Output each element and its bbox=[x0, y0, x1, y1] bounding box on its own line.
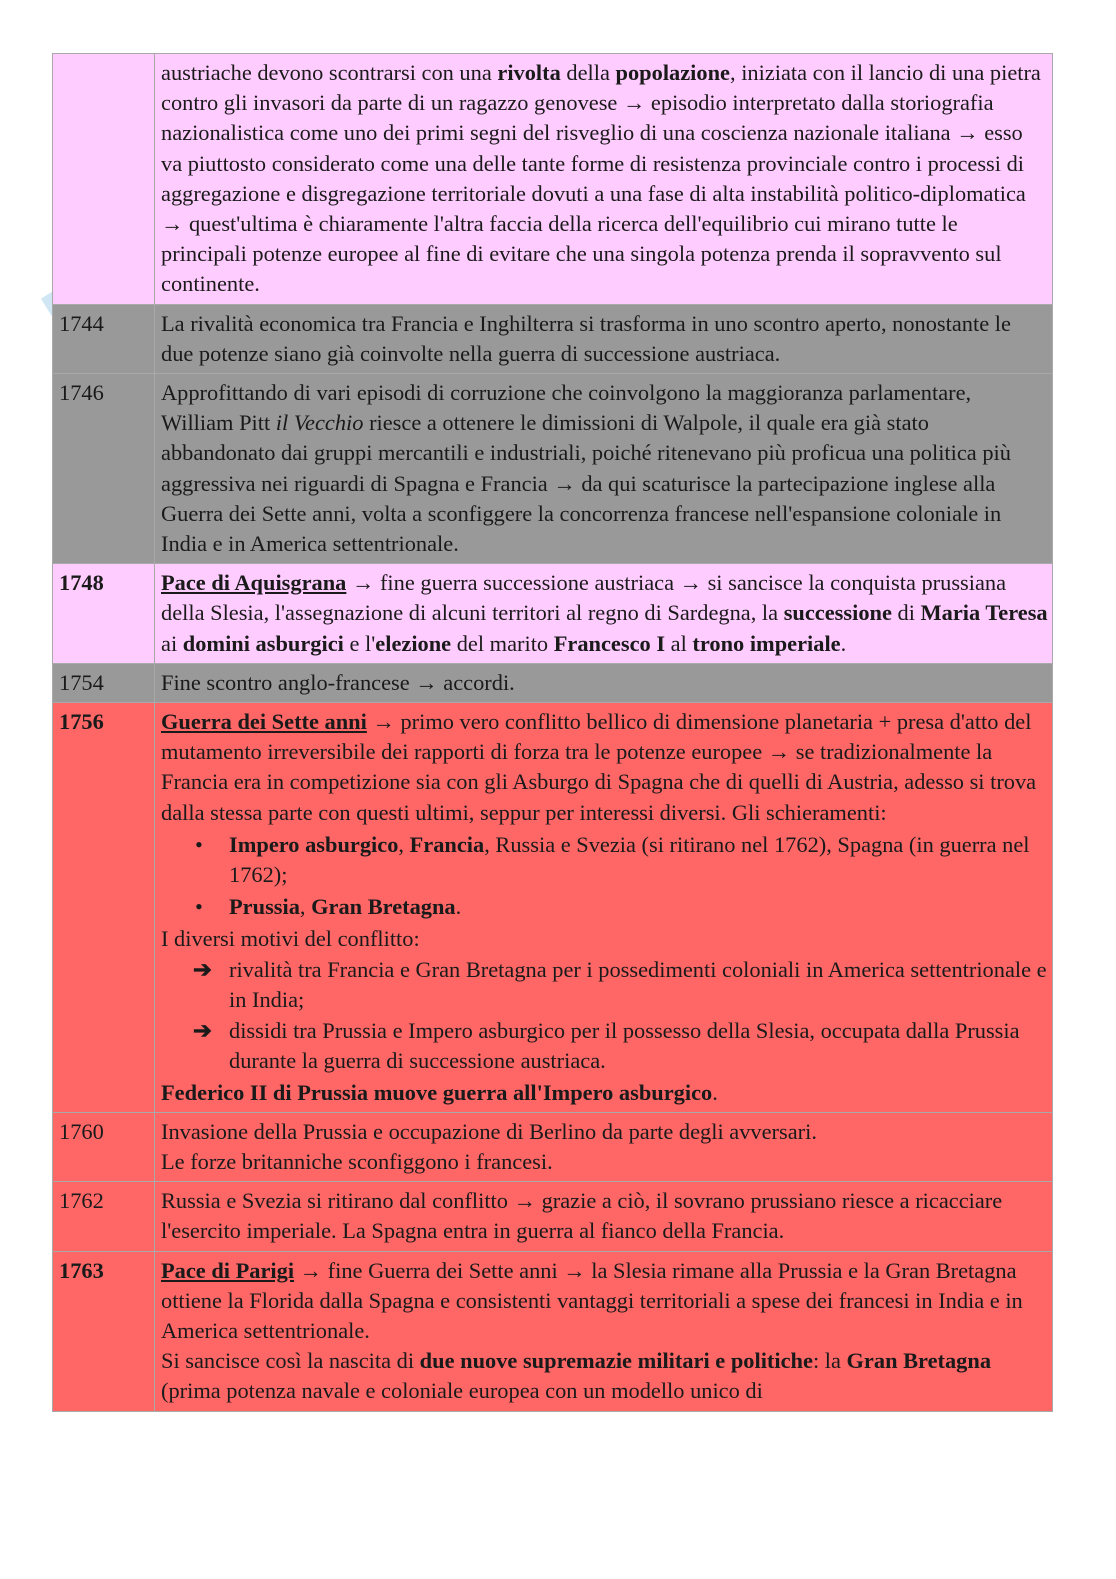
table-row bbox=[53, 374, 1053, 564]
event-cell: Guerra dei Sette anni → primo vero conflitto bellico di dimensione planetaria + presa d'atto del mutamento irreversibile dei rapporti di forza tra le potenze europee → se tradizionalmente la Francia era in competizione sia con gli Asburgo di Spagna che di quelli di Austria, adesso si trova dalla stessa parte con questi ultimi, seppur per interessi diversi. Gli schieramenti: • Impero asburgico, Francia, Russia e Svezia (si ritirano nel 1762), Spagna (in guerra nel 1762); • Prussia, Gran Bretagna. I diversi motivi del conflitto: ➔ rivalità tra Francia e Gran Bretagna per i possedimenti coloniali in America settentrionale e in India; ➔ dissidi tra Prussia e Impero asburgico per il possesso della Slesia, occupata dalla Prussia durante la guerra di successione austriaca. Federico II di Prussia muove guerra all'Impero asburgico. bbox=[155, 703, 1053, 1113]
treaty-title: Pace di Parigi bbox=[161, 1257, 295, 1283]
year-cell: 1746 bbox=[53, 374, 155, 564]
treaty-title: Pace di Aquisgrana bbox=[161, 570, 347, 596]
motives-intro: I diversi motivi del conflitto: bbox=[161, 926, 420, 952]
list-item: • Prussia, Gran Bretagna. bbox=[229, 892, 1048, 922]
year-cell: 1763 bbox=[53, 1251, 155, 1411]
table-row bbox=[53, 54, 1053, 305]
event-cell: Approfittando di vari episodi di corruzione che coinvolgono la maggioranza parlamentare, William Pitt il Vecchio riesce a ottenere le dimissioni di Walpole, il quale era già stato abbandonato dai gruppi mercantili e industriali, poiché ritenevano più proficua una politica più aggressiva nei riguardi di Spagna e Francia → da qui scaturisce la partecipazione inglese alla Guerra dei Sette anni, volta a sconfiggere la concorrenza francese nell'espansione coloniale in India e in America settentrionale. bbox=[155, 374, 1053, 564]
year-cell bbox=[53, 54, 155, 305]
arrow-right-icon: ➔ bbox=[193, 1018, 212, 1044]
list-item: • Impero asburgico, Francia, Russia e Svezia (si ritirano nel 1762), Spagna (in guerra nel 1762); bbox=[229, 830, 1048, 890]
year-cell: 1762 bbox=[53, 1182, 155, 1251]
event-cell: Pace di Aquisgrana → fine guerra successione austriaca → si sancisce la conquista prussiana della Slesia, l'assegnazione di alcuni territori al regno di Sardegna, la successione di Maria Teresa ai domini asburgici e l'elezione del marito Francesco I al trono imperiale. bbox=[155, 564, 1053, 664]
table-row bbox=[53, 564, 1053, 664]
table-row bbox=[53, 1182, 1053, 1251]
event-cell: La rivalità economica tra Francia e Inghilterra si trasforma in uno scontro aperto, nonostante le due potenze siano già coinvolte nella guerra di successione austriaca. bbox=[155, 304, 1053, 373]
table-row bbox=[53, 304, 1053, 373]
war-title: Guerra dei Sette anni bbox=[161, 709, 367, 735]
motives-list bbox=[161, 955, 1048, 1077]
arrow-right-icon: ➔ bbox=[193, 956, 212, 982]
year-cell: 1760 bbox=[53, 1112, 155, 1181]
table-row bbox=[53, 663, 1053, 702]
timeline-table bbox=[52, 53, 1053, 1412]
year-cell: 1744 bbox=[53, 304, 155, 373]
event-cell: Pace di Parigi → fine Guerra dei Sette anni → la Slesia rimane alla Prussia e la Gran Bretagna ottiene la Florida dalla Spagna e consistenti vantaggi territoriali a spese dei francesi in India e in America settentrionale. Si sancisce così la nascita di due nuove supremazie militari e politiche: la Gran Bretagna (prima potenza navale e coloniale europea con un modello unico di bbox=[155, 1251, 1053, 1411]
alliances-list bbox=[161, 830, 1048, 923]
event-cell: Russia e Svezia si ritirano dal conflitto → grazie a ciò, il sovrano prussiano riesce a ricacciare l'esercito imperiale. La Spagna entra in guerra al fianco della Francia. bbox=[155, 1182, 1053, 1251]
event-cell: Fine scontro anglo-francese → accordi. bbox=[155, 663, 1053, 702]
year-cell: 1756 bbox=[53, 703, 155, 1113]
list-item: ➔ rivalità tra Francia e Gran Bretagna per i possedimenti coloniali in America settentrionale e in India; bbox=[193, 956, 1047, 1012]
table-row bbox=[53, 1251, 1053, 1411]
event-cell: austriache devono scontrarsi con una rivolta della popolazione, iniziata con il lancio di una pietra contro gli invasori da parte di un ragazzo genovese → episodio interpretato dalla storiografia nazionalistica come uno dei primi segni del risveglio di una coscienza nazionale italiana → esso va piuttosto considerato come una delle tante forme di resistenza provinciale contro i processi di aggregazione e disgregazione territoriale dovuti a una fase di alta instabilità politico-diplomatica → quest'ultima è chiaramente l'altra faccia della ricerca dell'equilibrio cui mirano tutte le principali potenze europee al fine di evitare che una singola potenza prenda il sopravvento sul continente. bbox=[155, 54, 1053, 305]
list-item: ➔ dissidi tra Prussia e Impero asburgico per il possesso della Slesia, occupata dalla Prussia durante la guerra di successione austriaca. bbox=[193, 1018, 1020, 1074]
year-cell: 1754 bbox=[53, 663, 155, 702]
table-row bbox=[53, 1112, 1053, 1181]
event-cell: Invasione della Prussia e occupazione di Berlino da parte degli avversari. Le forze britanniche sconfiggono i francesi. bbox=[155, 1112, 1053, 1181]
closing-line: Federico II di Prussia muove guerra all'Impero asburgico. bbox=[161, 1079, 718, 1105]
table-row bbox=[53, 703, 1053, 1113]
year-cell: 1748 bbox=[53, 564, 155, 664]
